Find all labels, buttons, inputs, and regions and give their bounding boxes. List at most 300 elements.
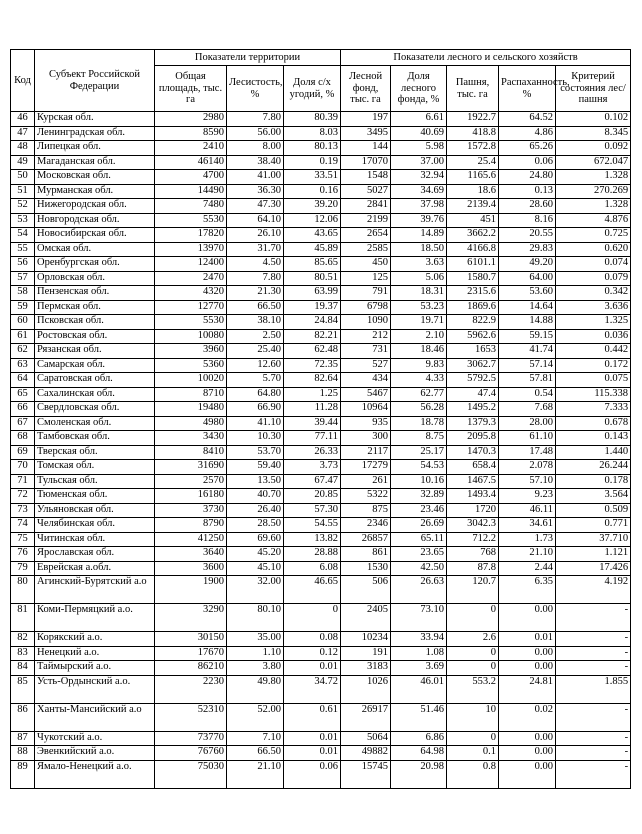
- cell-area: 7480: [155, 199, 227, 214]
- cell-criterion: 1.328: [556, 199, 631, 214]
- cell-forest-cover: 7.80: [227, 271, 284, 286]
- table-row: [11, 431, 631, 446]
- cell-forest-cover: 1.10: [227, 646, 284, 661]
- cell-area: 10080: [155, 329, 227, 344]
- cell-forest-cover: 80.10: [227, 604, 284, 632]
- cell-subject: Тюменская обл.: [35, 489, 155, 504]
- cell-subject: Усть-Ордынский а.о.: [35, 675, 155, 703]
- cell-plowed: 0.54: [499, 387, 556, 402]
- cell-subject: Нижегородская обл.: [35, 199, 155, 214]
- cell-area: 17820: [155, 228, 227, 243]
- cell-plowed: 24.81: [499, 675, 556, 703]
- cell-forest-fund-share: 26.63: [391, 576, 447, 604]
- cell-arable: 5792.5: [447, 373, 499, 388]
- cell-arable: 0.1: [447, 746, 499, 761]
- table-row: [11, 199, 631, 214]
- cell-agri-share: 39.44: [284, 416, 341, 431]
- cell-arable: 18.6: [447, 184, 499, 199]
- cell-area: 19480: [155, 402, 227, 417]
- cell-subject: Сахалинская обл.: [35, 387, 155, 402]
- cell-code: 48: [11, 141, 35, 156]
- cell-area: 5530: [155, 315, 227, 330]
- indicators-table: [10, 49, 631, 789]
- cell-forest-fund-share: 54.53: [391, 460, 447, 475]
- table-row: [11, 112, 631, 127]
- cell-agri-share: 77.11: [284, 431, 341, 446]
- table-row: [11, 632, 631, 647]
- cell-criterion: 0.342: [556, 286, 631, 301]
- cell-forest-cover: 4.50: [227, 257, 284, 272]
- cell-forest-fund: 5467: [341, 387, 391, 402]
- cell-code: 67: [11, 416, 35, 431]
- cell-criterion: -: [556, 646, 631, 661]
- cell-subject: Саратовская обл.: [35, 373, 155, 388]
- cell-criterion: 1.440: [556, 445, 631, 460]
- cell-code: 81: [11, 604, 35, 632]
- cell-forest-fund: 1026: [341, 675, 391, 703]
- header-forest-cover: Лесистость, %: [227, 66, 284, 112]
- cell-forest-cover: 53.70: [227, 445, 284, 460]
- table-row: [11, 126, 631, 141]
- cell-forest-fund: 1548: [341, 170, 391, 185]
- cell-area: 16180: [155, 489, 227, 504]
- cell-agri-share: 80.51: [284, 271, 341, 286]
- cell-forest-cover: 45.10: [227, 561, 284, 576]
- cell-area: 5530: [155, 213, 227, 228]
- cell-plowed: 0.00: [499, 604, 556, 632]
- cell-plowed: 29.83: [499, 242, 556, 257]
- cell-area: 3640: [155, 547, 227, 562]
- cell-plowed: 28.00: [499, 416, 556, 431]
- cell-criterion: 7.333: [556, 402, 631, 417]
- cell-forest-fund: 2117: [341, 445, 391, 460]
- cell-plowed: 0.01: [499, 632, 556, 647]
- cell-arable: 0: [447, 646, 499, 661]
- cell-forest-fund-share: 18.50: [391, 242, 447, 257]
- cell-forest-fund-share: 23.65: [391, 547, 447, 562]
- cell-subject: Рязанская обл.: [35, 344, 155, 359]
- cell-area: 4320: [155, 286, 227, 301]
- cell-arable: 658.4: [447, 460, 499, 475]
- cell-forest-fund-share: 18.46: [391, 344, 447, 359]
- table-body: [11, 112, 631, 789]
- cell-forest-fund: 1530: [341, 561, 391, 576]
- cell-criterion: 1.855: [556, 675, 631, 703]
- cell-subject: Агинский-Бурятский а.о: [35, 576, 155, 604]
- cell-criterion: 8.345: [556, 126, 631, 141]
- cell-area: 2410: [155, 141, 227, 156]
- cell-code: 82: [11, 632, 35, 647]
- cell-code: 75: [11, 532, 35, 547]
- cell-area: 2570: [155, 474, 227, 489]
- cell-plowed: 59.15: [499, 329, 556, 344]
- cell-code: 46: [11, 112, 35, 127]
- cell-agri-share: 33.51: [284, 170, 341, 185]
- cell-plowed: 53.60: [499, 286, 556, 301]
- cell-subject: Московская обл.: [35, 170, 155, 185]
- cell-criterion: 0.102: [556, 112, 631, 127]
- cell-subject: Орловская обл.: [35, 271, 155, 286]
- cell-plowed: 57.10: [499, 474, 556, 489]
- table-row: [11, 746, 631, 761]
- header-criterion: Критерий состояния лес/пашня: [556, 66, 631, 112]
- cell-forest-fund: 1090: [341, 315, 391, 330]
- cell-criterion: 1.325: [556, 315, 631, 330]
- cell-plowed: 2.44: [499, 561, 556, 576]
- cell-forest-fund: 261: [341, 474, 391, 489]
- cell-forest-fund-share: 32.94: [391, 170, 447, 185]
- cell-criterion: -: [556, 604, 631, 632]
- cell-area: 12770: [155, 300, 227, 315]
- cell-agri-share: 63.99: [284, 286, 341, 301]
- cell-plowed: 41.74: [499, 344, 556, 359]
- cell-forest-fund-share: 20.98: [391, 760, 447, 788]
- cell-agri-share: 46.65: [284, 576, 341, 604]
- cell-forest-cover: 69.60: [227, 532, 284, 547]
- cell-code: 66: [11, 402, 35, 417]
- cell-code: 70: [11, 460, 35, 475]
- cell-forest-cover: 66.50: [227, 300, 284, 315]
- cell-code: 61: [11, 329, 35, 344]
- table-row: [11, 503, 631, 518]
- cell-plowed: 49.20: [499, 257, 556, 272]
- cell-forest-fund: 26857: [341, 532, 391, 547]
- cell-arable: 1165.6: [447, 170, 499, 185]
- cell-subject: Ханты-Мансийский а.о: [35, 703, 155, 731]
- cell-subject: Чукотский а.о.: [35, 731, 155, 746]
- cell-forest-fund-share: 46.01: [391, 675, 447, 703]
- cell-subject: Челябинская обл.: [35, 518, 155, 533]
- cell-area: 31690: [155, 460, 227, 475]
- cell-subject: Омская обл.: [35, 242, 155, 257]
- cell-forest-fund-share: 6.61: [391, 112, 447, 127]
- cell-subject: Мурманская обл.: [35, 184, 155, 199]
- cell-code: 49: [11, 155, 35, 170]
- cell-forest-fund-share: 51.46: [391, 703, 447, 731]
- cell-subject: Коми-Пермяцкий а.о.: [35, 604, 155, 632]
- cell-forest-fund-share: 39.76: [391, 213, 447, 228]
- cell-agri-share: 0.01: [284, 746, 341, 761]
- cell-arable: 0: [447, 604, 499, 632]
- cell-arable: 1720: [447, 503, 499, 518]
- cell-plowed: 64.00: [499, 271, 556, 286]
- cell-subject: Курская обл.: [35, 112, 155, 127]
- cell-forest-cover: 28.50: [227, 518, 284, 533]
- cell-forest-cover: 35.00: [227, 632, 284, 647]
- cell-forest-cover: 41.00: [227, 170, 284, 185]
- cell-forest-fund: 197: [341, 112, 391, 127]
- cell-code: 57: [11, 271, 35, 286]
- cell-forest-fund: 2199: [341, 213, 391, 228]
- cell-arable: 3042.3: [447, 518, 499, 533]
- header-plowed: Распаханность, %: [499, 66, 556, 112]
- cell-forest-fund-share: 26.69: [391, 518, 447, 533]
- cell-area: 4700: [155, 170, 227, 185]
- cell-forest-cover: 40.70: [227, 489, 284, 504]
- cell-area: 8590: [155, 126, 227, 141]
- cell-forest-cover: 21.30: [227, 286, 284, 301]
- cell-criterion: 0.079: [556, 271, 631, 286]
- cell-plowed: 61.10: [499, 431, 556, 446]
- table-row: [11, 731, 631, 746]
- cell-area: 2980: [155, 112, 227, 127]
- cell-criterion: 0.178: [556, 474, 631, 489]
- cell-code: 84: [11, 661, 35, 676]
- cell-agri-share: 43.65: [284, 228, 341, 243]
- cell-agri-share: 19.37: [284, 300, 341, 315]
- cell-subject: Томская обл.: [35, 460, 155, 475]
- table-row: [11, 402, 631, 417]
- header-forest-fund: Лесной фонд, тыс. га: [341, 66, 391, 112]
- cell-forest-fund: 10234: [341, 632, 391, 647]
- cell-area: 76760: [155, 746, 227, 761]
- cell-agri-share: 0.12: [284, 646, 341, 661]
- cell-forest-fund: 191: [341, 646, 391, 661]
- cell-area: 73770: [155, 731, 227, 746]
- cell-code: 62: [11, 344, 35, 359]
- cell-arable: 553.2: [447, 675, 499, 703]
- cell-code: 53: [11, 213, 35, 228]
- cell-criterion: 1.121: [556, 547, 631, 562]
- cell-subject: Читинская обл.: [35, 532, 155, 547]
- cell-forest-fund-share: 23.46: [391, 503, 447, 518]
- cell-agri-share: 45.89: [284, 242, 341, 257]
- cell-area: 3290: [155, 604, 227, 632]
- cell-code: 50: [11, 170, 35, 185]
- cell-arable: 5962.6: [447, 329, 499, 344]
- table-row: [11, 604, 631, 632]
- cell-agri-share: 67.47: [284, 474, 341, 489]
- cell-arable: 712.2: [447, 532, 499, 547]
- cell-area: 3960: [155, 344, 227, 359]
- cell-code: 65: [11, 387, 35, 402]
- cell-subject: Магаданская обл.: [35, 155, 155, 170]
- cell-forest-fund-share: 19.71: [391, 315, 447, 330]
- cell-forest-fund: 17070: [341, 155, 391, 170]
- cell-forest-fund-share: 42.50: [391, 561, 447, 576]
- cell-area: 12400: [155, 257, 227, 272]
- cell-criterion: 26.244: [556, 460, 631, 475]
- table-row: [11, 561, 631, 576]
- table-row: [11, 300, 631, 315]
- cell-area: 46140: [155, 155, 227, 170]
- cell-code: 80: [11, 576, 35, 604]
- cell-forest-cover: 45.20: [227, 547, 284, 562]
- cell-forest-fund: 15745: [341, 760, 391, 788]
- cell-agri-share: 0.01: [284, 731, 341, 746]
- cell-code: 89: [11, 760, 35, 788]
- cell-criterion: 0.509: [556, 503, 631, 518]
- cell-forest-cover: 26.10: [227, 228, 284, 243]
- table-row: [11, 271, 631, 286]
- table-row: [11, 170, 631, 185]
- cell-agri-share: 6.08: [284, 561, 341, 576]
- cell-arable: 1493.4: [447, 489, 499, 504]
- cell-code: 76: [11, 547, 35, 562]
- cell-plowed: 9.23: [499, 489, 556, 504]
- cell-subject: Новгородская обл.: [35, 213, 155, 228]
- cell-forest-cover: 64.10: [227, 213, 284, 228]
- cell-criterion: 4.192: [556, 576, 631, 604]
- cell-forest-fund-share: 25.17: [391, 445, 447, 460]
- cell-forest-fund: 144: [341, 141, 391, 156]
- cell-forest-fund: 861: [341, 547, 391, 562]
- table-row: [11, 286, 631, 301]
- cell-forest-fund: 2405: [341, 604, 391, 632]
- cell-forest-fund-share: 53.23: [391, 300, 447, 315]
- table-row: [11, 661, 631, 676]
- cell-agri-share: 82.21: [284, 329, 341, 344]
- cell-forest-cover: 66.90: [227, 402, 284, 417]
- cell-area: 5360: [155, 358, 227, 373]
- cell-arable: 6101.1: [447, 257, 499, 272]
- header-subject: Субъект Российской Федерации: [35, 50, 155, 112]
- cell-forest-fund-share: 34.69: [391, 184, 447, 199]
- cell-forest-fund-share: 6.86: [391, 731, 447, 746]
- cell-plowed: 21.10: [499, 547, 556, 562]
- cell-area: 2230: [155, 675, 227, 703]
- cell-agri-share: 28.88: [284, 547, 341, 562]
- cell-criterion: 270.269: [556, 184, 631, 199]
- cell-plowed: 0.13: [499, 184, 556, 199]
- cell-forest-fund-share: 2.10: [391, 329, 447, 344]
- cell-area: 14490: [155, 184, 227, 199]
- cell-forest-fund-share: 14.89: [391, 228, 447, 243]
- table-row: [11, 703, 631, 731]
- table-row: [11, 315, 631, 330]
- cell-agri-share: 85.65: [284, 257, 341, 272]
- cell-arable: 1869.6: [447, 300, 499, 315]
- cell-forest-cover: 26.40: [227, 503, 284, 518]
- cell-agri-share: 34.72: [284, 675, 341, 703]
- cell-plowed: 65.26: [499, 141, 556, 156]
- cell-agri-share: 0.08: [284, 632, 341, 647]
- cell-arable: 822.9: [447, 315, 499, 330]
- cell-code: 55: [11, 242, 35, 257]
- cell-plowed: 8.16: [499, 213, 556, 228]
- cell-subject: Самарская обл.: [35, 358, 155, 373]
- cell-forest-fund: 300: [341, 431, 391, 446]
- cell-forest-cover: 66.50: [227, 746, 284, 761]
- cell-subject: Тульская обл.: [35, 474, 155, 489]
- cell-criterion: 672.047: [556, 155, 631, 170]
- cell-plowed: 24.80: [499, 170, 556, 185]
- cell-criterion: 0.678: [556, 416, 631, 431]
- cell-code: 47: [11, 126, 35, 141]
- cell-forest-fund-share: 33.94: [391, 632, 447, 647]
- cell-subject: Пензенская обл.: [35, 286, 155, 301]
- cell-forest-cover: 36.30: [227, 184, 284, 199]
- cell-arable: 451: [447, 213, 499, 228]
- cell-forest-fund: 3495: [341, 126, 391, 141]
- table-row: [11, 184, 631, 199]
- cell-forest-fund: 527: [341, 358, 391, 373]
- cell-area: 3600: [155, 561, 227, 576]
- cell-area: 75030: [155, 760, 227, 788]
- cell-arable: 1470.3: [447, 445, 499, 460]
- cell-arable: 0.8: [447, 760, 499, 788]
- cell-forest-fund-share: 65.11: [391, 532, 447, 547]
- cell-forest-cover: 13.50: [227, 474, 284, 489]
- cell-subject: Ямало-Ненецкий а.о.: [35, 760, 155, 788]
- table-row: [11, 646, 631, 661]
- table-row: [11, 489, 631, 504]
- cell-plowed: 34.61: [499, 518, 556, 533]
- cell-forest-cover: 7.10: [227, 731, 284, 746]
- cell-agri-share: 3.73: [284, 460, 341, 475]
- cell-plowed: 57.14: [499, 358, 556, 373]
- table-row: [11, 532, 631, 547]
- cell-forest-fund-share: 3.69: [391, 661, 447, 676]
- cell-subject: Тамбовская обл.: [35, 431, 155, 446]
- cell-agri-share: 12.06: [284, 213, 341, 228]
- cell-code: 60: [11, 315, 35, 330]
- cell-area: 41250: [155, 532, 227, 547]
- cell-area: 8710: [155, 387, 227, 402]
- cell-forest-cover: 52.00: [227, 703, 284, 731]
- cell-arable: 418.8: [447, 126, 499, 141]
- cell-code: 72: [11, 489, 35, 504]
- cell-agri-share: 0.16: [284, 184, 341, 199]
- cell-forest-cover: 25.40: [227, 344, 284, 359]
- cell-forest-cover: 21.10: [227, 760, 284, 788]
- cell-agri-share: 54.55: [284, 518, 341, 533]
- cell-subject: Эвенкийский а.о.: [35, 746, 155, 761]
- cell-area: 1900: [155, 576, 227, 604]
- cell-code: 88: [11, 746, 35, 761]
- cell-forest-cover: 49.80: [227, 675, 284, 703]
- cell-arable: 0: [447, 731, 499, 746]
- cell-plowed: 14.88: [499, 315, 556, 330]
- table-row: [11, 344, 631, 359]
- cell-plowed: 4.86: [499, 126, 556, 141]
- cell-criterion: 0.036: [556, 329, 631, 344]
- header-forest-fund-share: Доля лесного фонда, %: [391, 66, 447, 112]
- cell-plowed: 46.11: [499, 503, 556, 518]
- cell-forest-fund-share: 40.69: [391, 126, 447, 141]
- cell-arable: 1467.5: [447, 474, 499, 489]
- cell-forest-fund-share: 18.78: [391, 416, 447, 431]
- table-row: [11, 474, 631, 489]
- table-row: [11, 675, 631, 703]
- cell-plowed: 2.078: [499, 460, 556, 475]
- cell-agri-share: 11.28: [284, 402, 341, 417]
- cell-forest-cover: 3.80: [227, 661, 284, 676]
- cell-subject: Тверская обл.: [35, 445, 155, 460]
- cell-forest-fund: 6798: [341, 300, 391, 315]
- table-row: [11, 257, 631, 272]
- table-row: [11, 416, 631, 431]
- cell-forest-fund: 5064: [341, 731, 391, 746]
- cell-subject: Ростовская обл.: [35, 329, 155, 344]
- cell-forest-fund-share: 32.89: [391, 489, 447, 504]
- cell-forest-fund-share: 56.28: [391, 402, 447, 417]
- cell-plowed: 0.06: [499, 155, 556, 170]
- table-header: [11, 50, 631, 112]
- cell-plowed: 0.00: [499, 746, 556, 761]
- cell-criterion: -: [556, 746, 631, 761]
- cell-forest-cover: 64.80: [227, 387, 284, 402]
- cell-criterion: 0.725: [556, 228, 631, 243]
- cell-criterion: -: [556, 760, 631, 788]
- document-page: [10, 49, 631, 789]
- cell-subject: Пермская обл.: [35, 300, 155, 315]
- cell-area: 10020: [155, 373, 227, 388]
- table-row: [11, 373, 631, 388]
- cell-area: 3430: [155, 431, 227, 446]
- cell-forest-fund: 212: [341, 329, 391, 344]
- cell-plowed: 0.00: [499, 661, 556, 676]
